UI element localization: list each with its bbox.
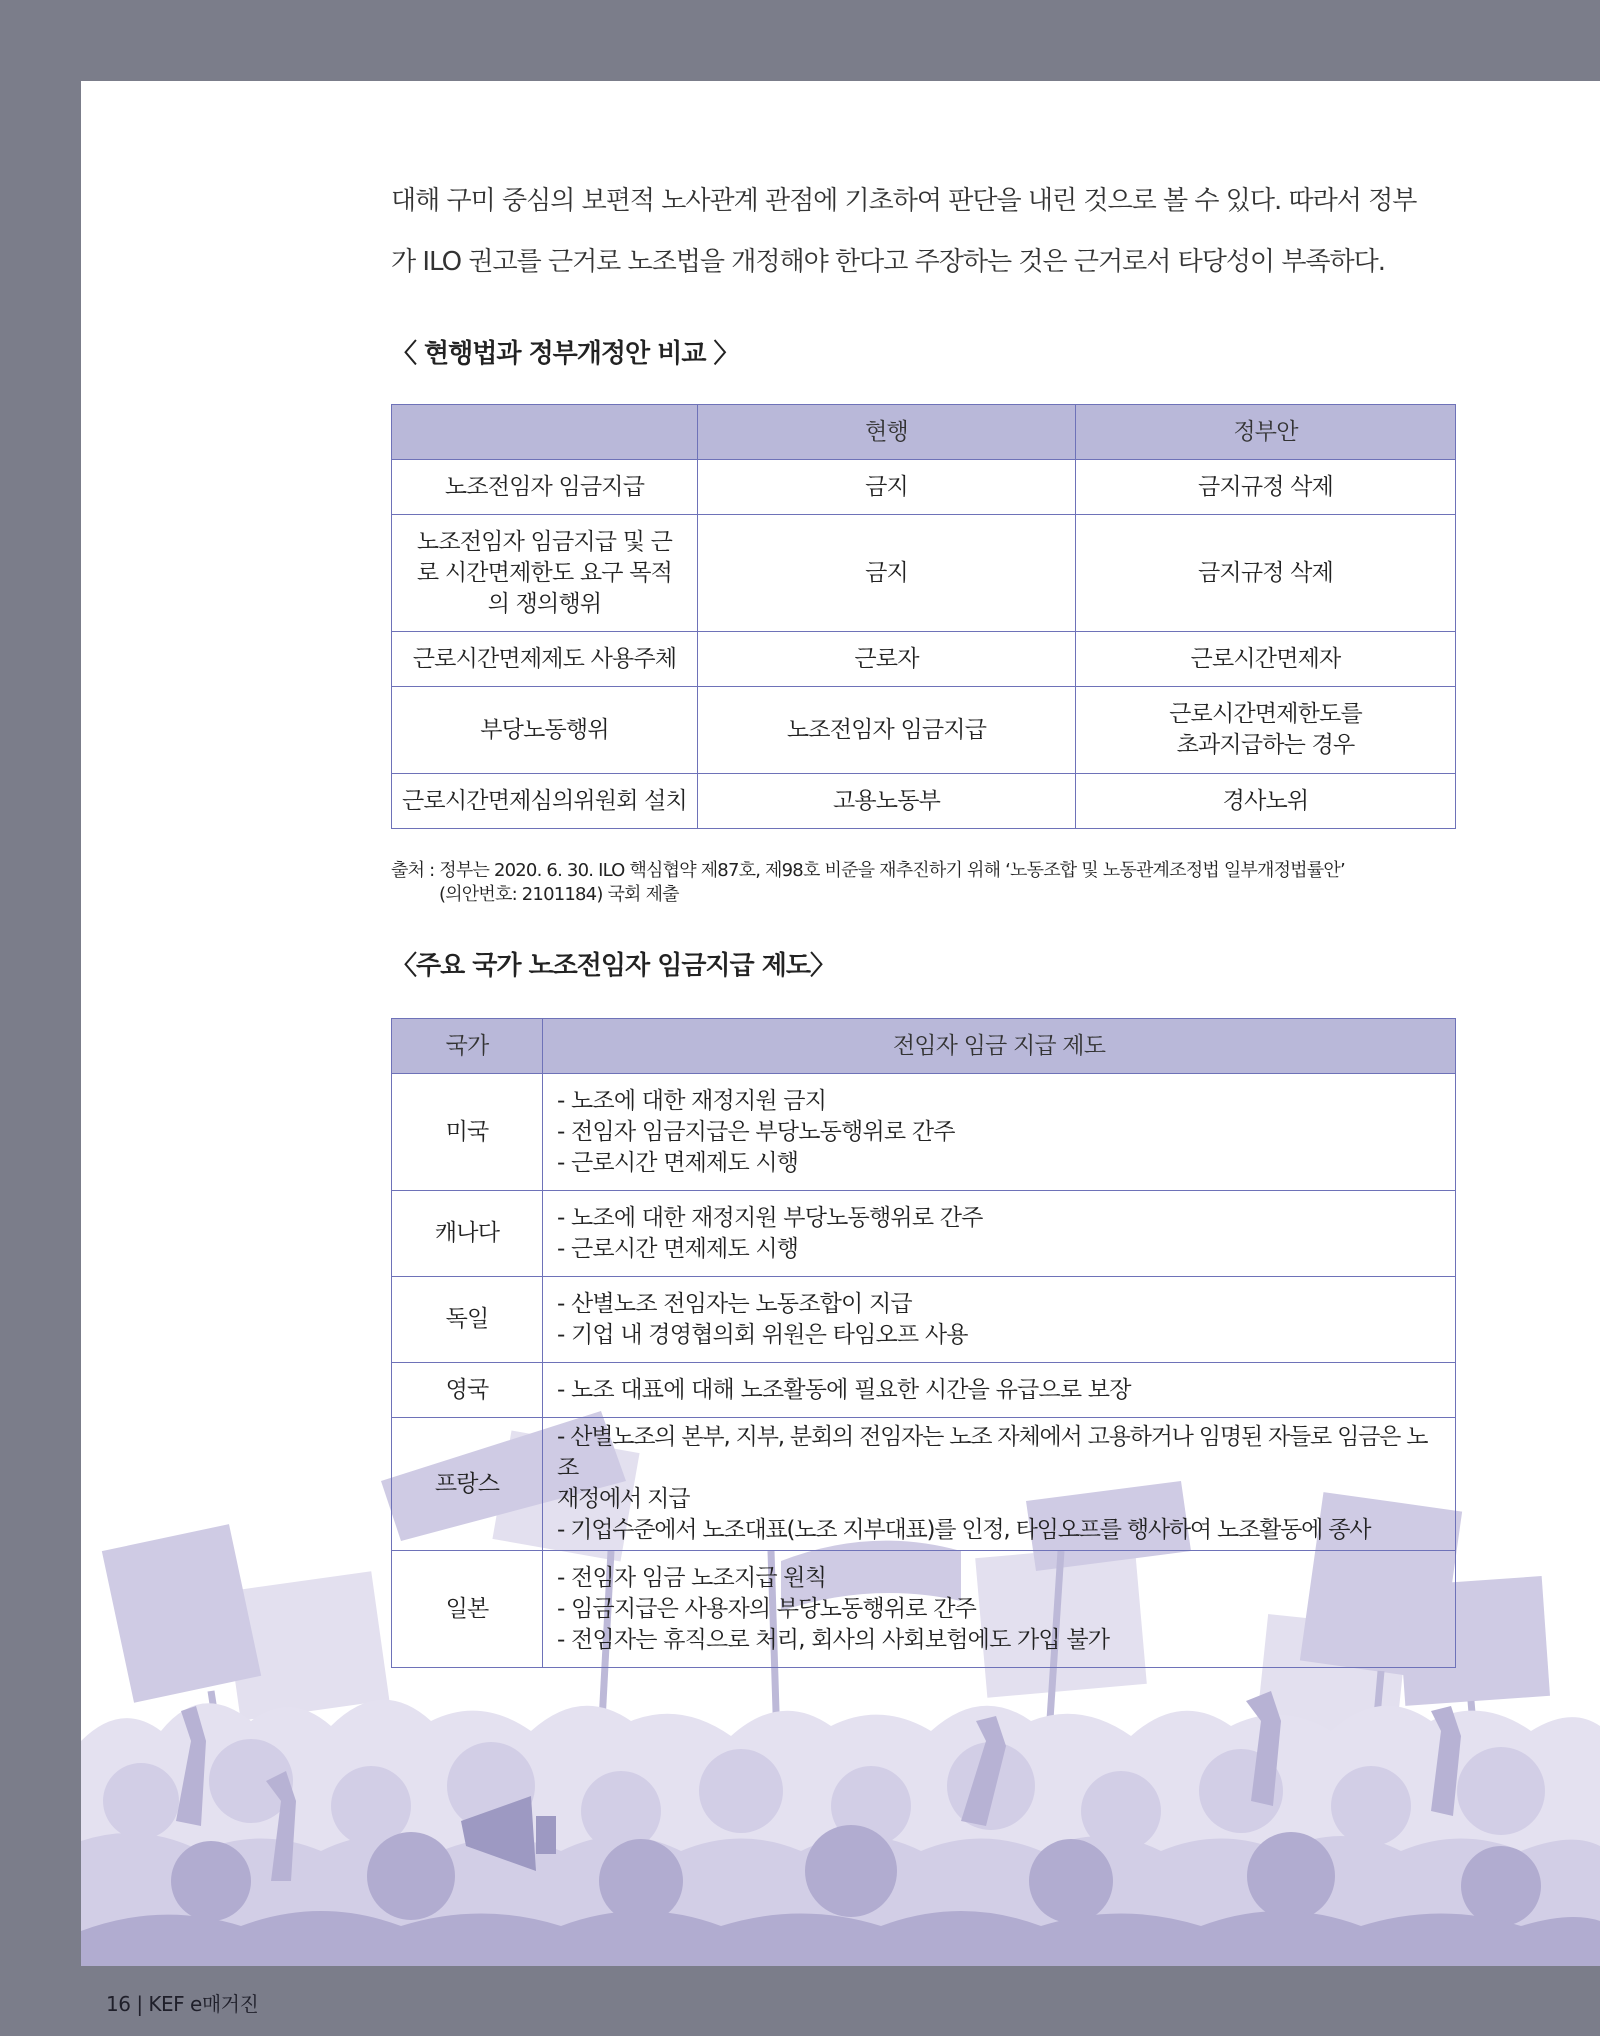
row-current: 금지 (698, 460, 1076, 515)
table-row (392, 774, 1456, 829)
law-comparison-table (391, 404, 1456, 829)
row-country: 미국 (392, 1074, 543, 1191)
system-line: - 노조에 대한 재정지원 금지 (557, 1087, 827, 1114)
system-line: - 노조에 대한 재정지원 부당노동행위로 간주 (557, 1204, 983, 1231)
page-content (391, 171, 1455, 1668)
row-item: 노조전임자 임금지급 (392, 460, 698, 515)
footer-separator: | (136, 1992, 143, 2016)
table-header-row (392, 1019, 1456, 1074)
row-current: 금지 (698, 515, 1076, 632)
section2-title: 〈주요 국가 노조전임자 임금지급 제도〉 (391, 951, 835, 981)
table-source-note (391, 859, 1455, 907)
row-proposal: 금지규정 삭제 (1076, 460, 1456, 515)
row-proposal: 근로시간면제한도를 초과지급하는 경우 (1076, 687, 1456, 774)
table-row (392, 1277, 1456, 1363)
header-current: 현행 (698, 405, 1076, 460)
row-proposal: 경사노위 (1076, 774, 1456, 829)
system-line: - 전임자 임금 노조지급 원칙 (557, 1564, 827, 1591)
table-row (392, 1191, 1456, 1277)
system-line: - 임금지급은 사용자의 부당노동행위로 간주 (557, 1595, 977, 1622)
table-row (392, 632, 1456, 687)
row-current: 근로자 (698, 632, 1076, 687)
row-proposal: 금지규정 삭제 (1076, 515, 1456, 632)
section1-title: 〈 현행법과 정부개정안 비교 〉 (391, 339, 739, 369)
row-system (543, 1551, 1456, 1668)
row-country: 일본 (392, 1551, 543, 1668)
row-system (543, 1363, 1456, 1418)
system-line: - 전임자 임금지급은 부당노동행위로 간주 (557, 1118, 955, 1145)
source-line-1: 출처 : 정부는 2020. 6. 30. ILO 핵심협약 제87호, 제98호 비준을 재추진하기 위해 ‘노동조합 및 노동관계조정법 일부개정법률안’ (391, 860, 1345, 881)
row-current: 고용노동부 (698, 774, 1076, 829)
row-item: 근로시간면제심의위원회 설치 (392, 774, 698, 829)
header-system: 전임자 임금 지급 제도 (543, 1019, 1456, 1074)
intro-paragraph (391, 171, 1455, 293)
row-item: 부당노동행위 (392, 687, 698, 774)
system-line: - 산별노조 전임자는 노동조합이 지급 (557, 1290, 912, 1317)
magazine-name: KEF e매거진 (148, 1992, 259, 2016)
table-row (392, 1551, 1456, 1668)
header-country: 국가 (392, 1019, 543, 1074)
system-line: - 산별노조의 본부, 지부, 분회의 전임자는 노조 자체에서 고용하거나 임명된 자들로 임금은 노조 (557, 1424, 1428, 1481)
table-row (392, 687, 1456, 774)
row-country: 독일 (392, 1277, 543, 1363)
system-line: - 전임자는 휴직으로 처리, 회사의 사회보험에도 가입 불가 (557, 1626, 1110, 1653)
row-item: 근로시간면제제도 사용주체 (392, 632, 698, 687)
system-line: - 기업 내 경영협의회 위원은 타임오프 사용 (557, 1321, 968, 1348)
system-line: - 기업수준에서 노조대표(노조 지부대표)를 인정, 타임오프를 행사하여 노조활동에 종사 (557, 1517, 1371, 1543)
table-row (392, 1363, 1456, 1418)
magazine-page (81, 81, 1600, 1966)
row-system (543, 1418, 1456, 1551)
row-country: 캐나다 (392, 1191, 543, 1277)
system-line: - 근로시간 면제제도 시행 (557, 1149, 799, 1176)
intro-line-1: 대해 구미 중심의 보편적 노사관계 관점에 기초하여 판단을 내린 것으로 볼 수 있다. 따라서 정부 (391, 186, 1417, 216)
row-system (543, 1277, 1456, 1363)
country-wage-table (391, 1018, 1456, 1668)
system-line: - 노조 대표에 대해 노조활동에 필요한 시간을 유급으로 보장 (557, 1376, 1131, 1403)
system-line: - 근로시간 면제제도 시행 (557, 1235, 799, 1262)
page-footer (106, 1988, 258, 2017)
page-number: 16 (106, 1992, 131, 2016)
header-proposal: 정부안 (1076, 405, 1456, 460)
system-line: 재정에서 지급 (557, 1486, 690, 1512)
table-header-row (392, 405, 1456, 460)
table-row (392, 460, 1456, 515)
row-system (543, 1074, 1456, 1191)
source-line-2: (의안번호: 2101184) 국회 제출 (439, 884, 679, 905)
header-item (392, 405, 698, 460)
table-row (392, 1074, 1456, 1191)
row-item: 노조전임자 임금지급 및 근로 시간면제한도 요구 목적의 쟁의행위 (392, 515, 698, 632)
row-country: 영국 (392, 1363, 543, 1418)
row-proposal: 근로시간면제자 (1076, 632, 1456, 687)
table-row (392, 515, 1456, 632)
intro-line-2: 가 ILO 권고를 근거로 노조법을 개정해야 한다고 주장하는 것은 근거로서 타당성이 부족하다. (391, 247, 1386, 277)
row-system (543, 1191, 1456, 1277)
table-row (392, 1418, 1456, 1551)
row-current: 노조전임자 임금지급 (698, 687, 1076, 774)
row-country: 프랑스 (392, 1418, 543, 1551)
